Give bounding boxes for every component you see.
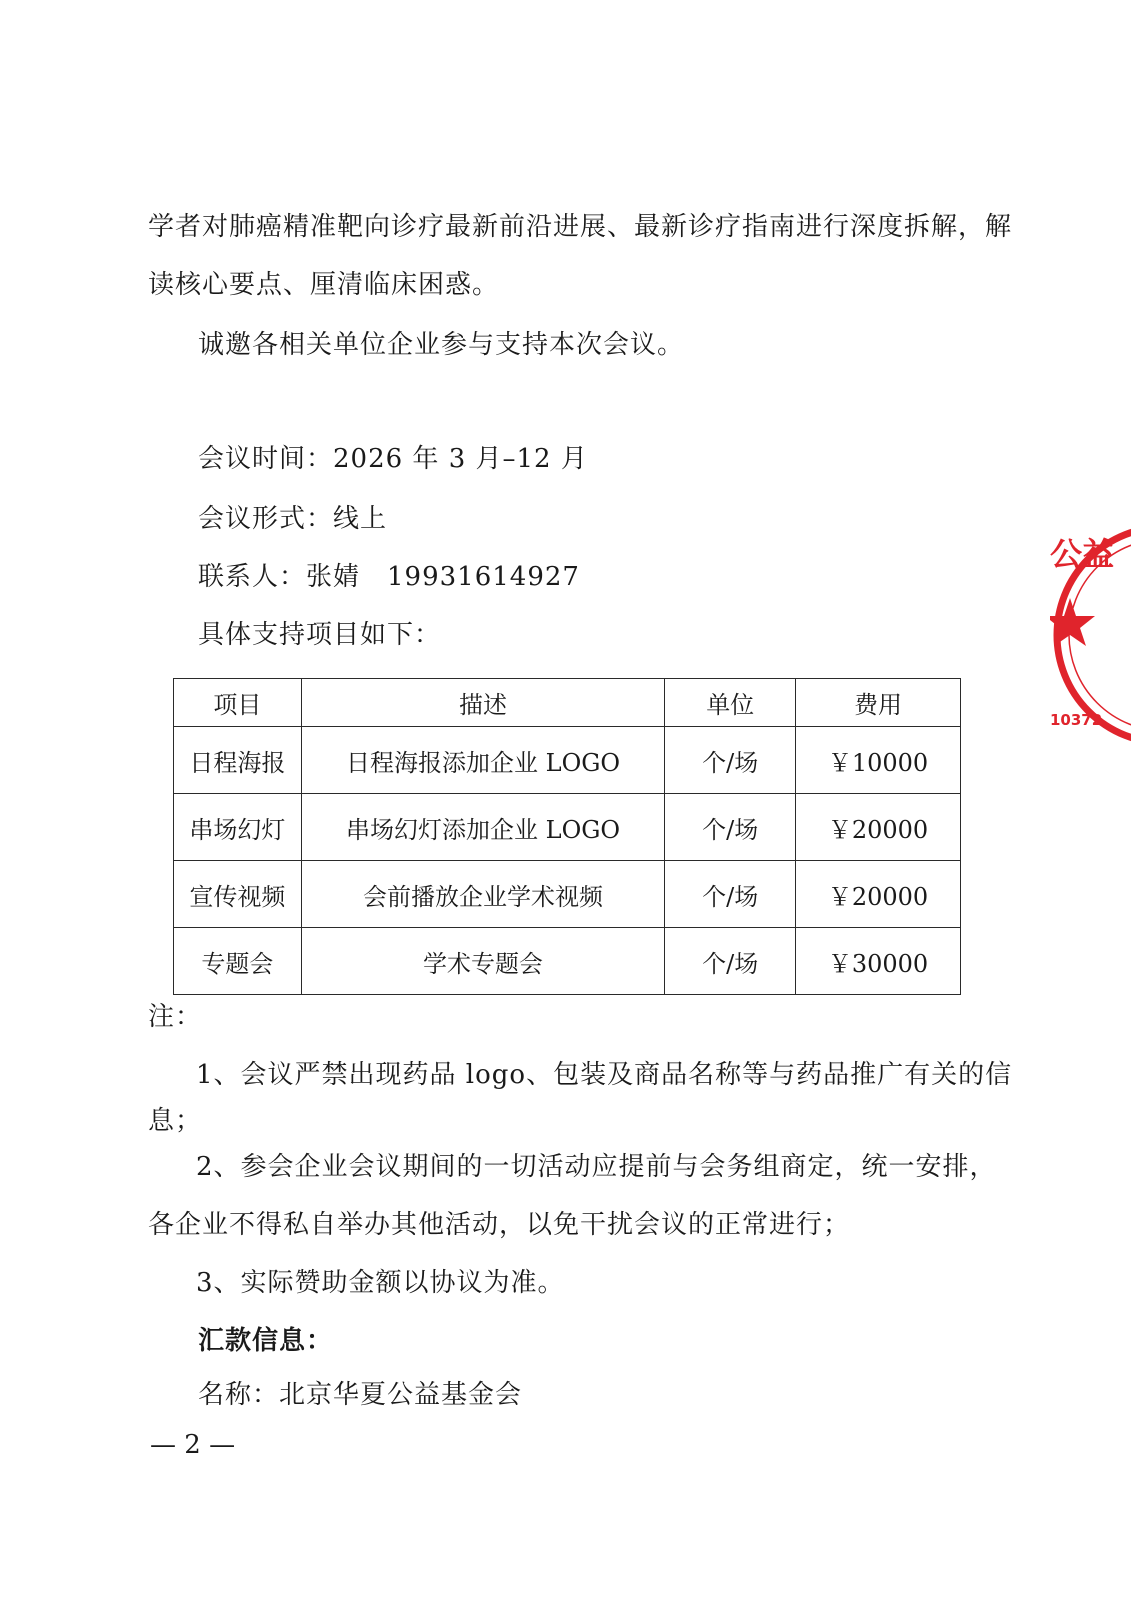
payment-title: 汇款信息： xyxy=(198,1326,334,1356)
cell-item: 专题会 xyxy=(174,928,302,995)
note-3: 3、实际赞助金额以协议为准。 xyxy=(196,1268,565,1298)
cell-item: 串场幻灯 xyxy=(174,794,302,861)
cell-unit: 个/场 xyxy=(665,794,796,861)
payment-name: 名称：北京华夏公益基金会 xyxy=(198,1380,523,1410)
items-intro: 具体支持项目如下： xyxy=(198,620,442,650)
star-icon xyxy=(1050,598,1095,646)
official-seal xyxy=(1050,520,1131,760)
intro-line-2: 读核心要点、厘清临床困惑。 xyxy=(148,270,500,300)
note-1-line-2: 息； xyxy=(148,1106,203,1136)
cell-item: 日程海报 xyxy=(174,727,302,794)
note-2-line-2: 各企业不得私自举办其他活动，以免干扰会议的正常进行； xyxy=(148,1210,851,1240)
header-fee: 费用 xyxy=(796,679,961,727)
meeting-time: 会议时间：2026 年 3 月–12 月 xyxy=(198,444,588,474)
contact-info: 联系人：张婧 19931614927 xyxy=(198,562,580,592)
cell-description: 串场幻灯添加企业 LOGO xyxy=(301,794,664,861)
table-row xyxy=(174,794,961,861)
header-item: 项目 xyxy=(174,679,302,727)
note-1-line-1: 1、会议严禁出现药品 logo、包装及商品名称等与药品推广有关的信 xyxy=(196,1060,1013,1090)
support-items-table xyxy=(173,678,961,995)
cell-description: 学术专题会 xyxy=(301,928,664,995)
seal-graphic xyxy=(1050,520,1131,760)
cell-unit: 个/场 xyxy=(665,861,796,928)
table-row xyxy=(174,727,961,794)
seal-text-top: 公益 xyxy=(1050,535,1115,573)
cell-fee: ￥20000 xyxy=(796,861,961,928)
table-header-row xyxy=(174,679,961,727)
cell-fee: ￥10000 xyxy=(796,727,961,794)
header-description: 描述 xyxy=(301,679,664,727)
cell-description: 会前播放企业学术视频 xyxy=(301,861,664,928)
page-number: — 2 — xyxy=(150,1430,236,1460)
header-unit: 单位 xyxy=(665,679,796,727)
seal-code: 10372 xyxy=(1050,711,1103,729)
cell-fee: ￥30000 xyxy=(796,928,961,995)
cell-unit: 个/场 xyxy=(665,928,796,995)
table-row xyxy=(174,928,961,995)
note-2-line-1: 2、参会企业会议期间的一切活动应提前与会务组商定，统一安排， xyxy=(196,1152,997,1182)
intro-line-1: 学者对肺癌精准靶向诊疗最新前沿进展、最新诊疗指南进行深度拆解，解 xyxy=(148,212,1013,242)
cell-description: 日程海报添加企业 LOGO xyxy=(301,727,664,794)
meeting-format: 会议形式：线上 xyxy=(198,504,388,534)
invite-text: 诚邀各相关单位企业参与支持本次会议。 xyxy=(198,330,685,360)
cell-fee: ￥20000 xyxy=(796,794,961,861)
cell-item: 宣传视频 xyxy=(174,861,302,928)
cell-unit: 个/场 xyxy=(665,727,796,794)
table-row xyxy=(174,861,961,928)
notes-title: 注： xyxy=(148,1002,203,1032)
